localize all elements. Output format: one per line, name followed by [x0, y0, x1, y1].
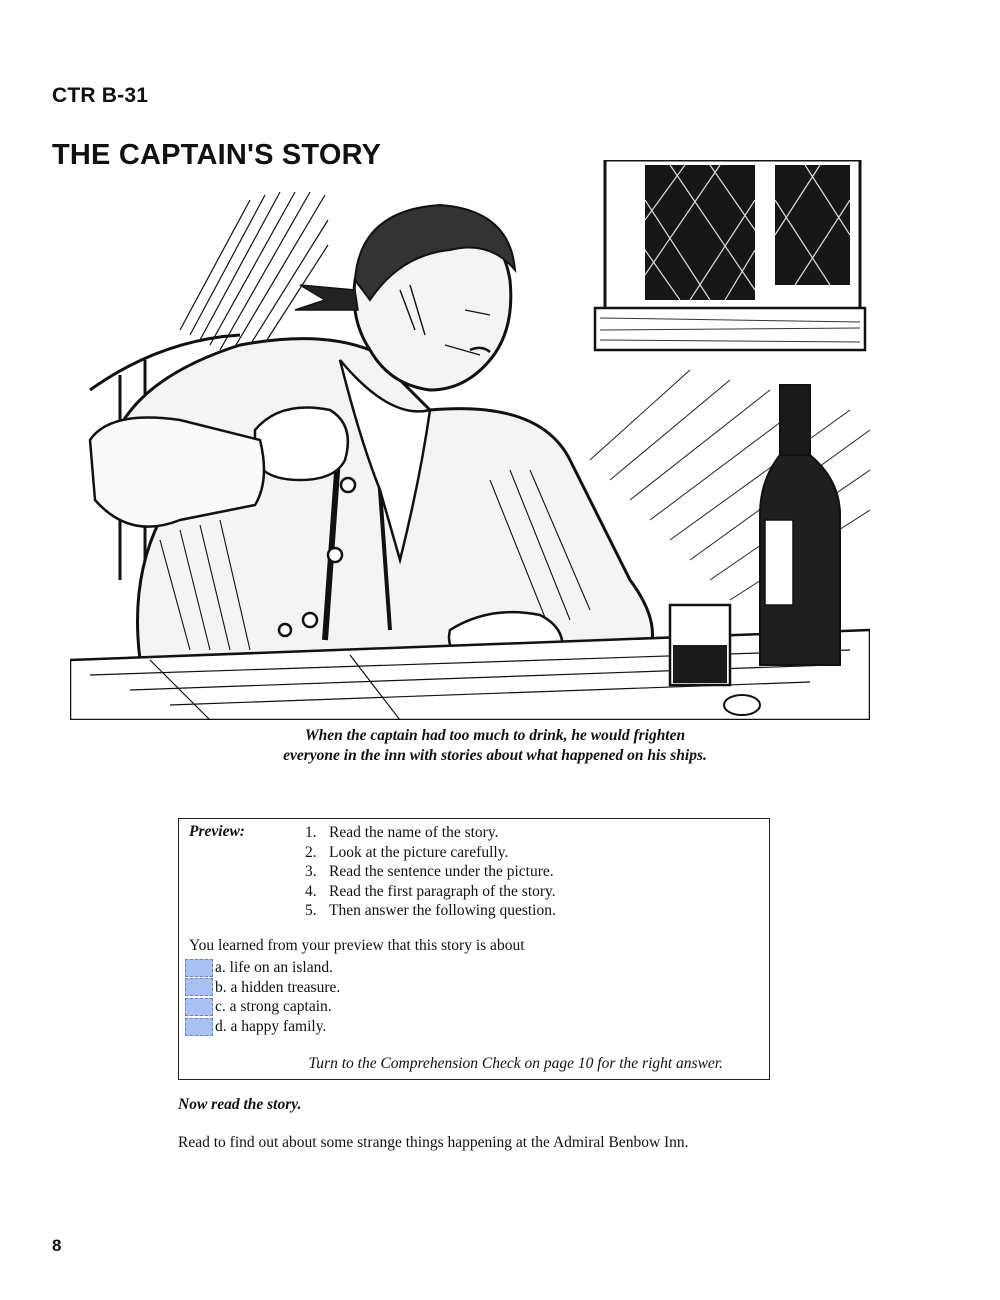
- step-number: 2.: [305, 843, 317, 861]
- option-letter: a.: [215, 959, 226, 976]
- preview-box: [178, 818, 770, 1080]
- answer-option-c: [185, 997, 340, 1017]
- glass: [670, 605, 730, 685]
- comprehension-check-note: Turn to the Comprehension Check on page 10 for the right answer.: [308, 1055, 723, 1072]
- answer-checkbox-b[interactable]: [185, 978, 213, 996]
- step-text: Read the sentence under the picture.: [329, 863, 554, 881]
- preview-step: [305, 901, 556, 921]
- answer-checkbox-a[interactable]: [185, 959, 213, 977]
- answer-checkbox-c[interactable]: [185, 998, 213, 1016]
- preview-question: You learned from your preview that this story is about: [189, 937, 525, 954]
- option-text: life on an island.: [229, 959, 333, 976]
- step-text: Look at the picture carefully.: [329, 843, 509, 861]
- option-text: a hidden treasure.: [230, 978, 341, 996]
- step-number: 5.: [305, 902, 317, 920]
- preview-step: [305, 862, 556, 882]
- step-text: Read the first paragraph of the story.: [329, 882, 556, 900]
- now-read-instruction: Now read the story.: [178, 1096, 302, 1113]
- caption-line-1: When the captain had too much to drink, he would frighten: [304, 727, 686, 744]
- step-number: 4.: [305, 882, 317, 900]
- option-text: a strong captain.: [229, 998, 332, 1016]
- preview-step: [305, 882, 556, 902]
- illustration-caption: [150, 726, 840, 766]
- answer-option-b: [185, 978, 340, 998]
- window: [595, 160, 865, 350]
- answer-options: [185, 958, 340, 1036]
- reading-purpose: Read to find out about some strange things happening at the Admiral Benbow Inn.: [178, 1134, 689, 1151]
- fist: [255, 408, 348, 481]
- answer-option-d: [185, 1017, 340, 1037]
- answer-option-a: [185, 958, 340, 978]
- step-text: Then answer the following question.: [329, 902, 556, 920]
- bottle: [760, 385, 840, 665]
- caption-line-2: everyone in the inn with stories about what happened on his ships.: [283, 747, 707, 764]
- option-letter: b.: [215, 978, 227, 996]
- preview-label: Preview:: [189, 823, 245, 840]
- step-number: 3.: [305, 863, 317, 881]
- option-letter: c.: [215, 998, 226, 1016]
- story-title: THE CAPTAIN'S STORY: [52, 139, 382, 171]
- preview-step: [305, 843, 556, 863]
- page-number: 8: [52, 1236, 62, 1255]
- worksheet-code: CTR B-31: [52, 84, 149, 107]
- captain-illustration: [70, 160, 870, 720]
- step-text: Read the name of the story.: [329, 824, 499, 841]
- wall-shading: [180, 192, 328, 360]
- option-letter: d.: [215, 1017, 227, 1035]
- answer-checkbox-d[interactable]: [185, 1018, 213, 1036]
- option-text: a happy family.: [230, 1017, 327, 1035]
- cork: [724, 695, 760, 715]
- preview-steps: [305, 823, 556, 921]
- step-number: 1.: [305, 824, 317, 841]
- preview-step: [305, 823, 556, 843]
